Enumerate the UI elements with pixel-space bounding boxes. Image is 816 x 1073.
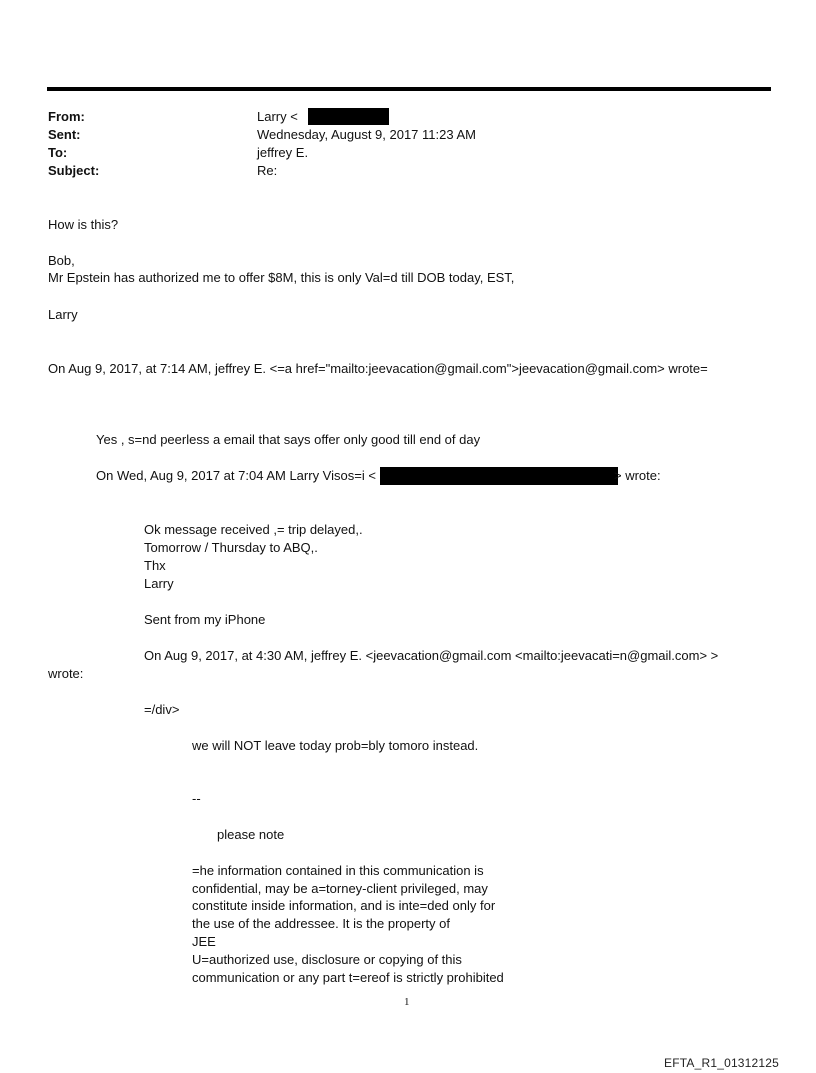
quote2-on-aug-line: On Aug 9, 2017, at 4:30 AM, jeffrey E. <jeevacation@gmail.com <mailto:jeevacati=n@gmail.com> > [144, 648, 719, 663]
quote2-div-line: =/div> [144, 702, 180, 717]
quote1-header: On Aug 9, 2017, at 7:14 AM, jeffrey E. <=a href="mailto:jeevacation@gmail.com">jeevacation@gmail.com> wrote= [48, 361, 708, 376]
quote2-tomorrow-line: Tomorrow / Thursday to ABQ,. [144, 540, 318, 555]
to-label: To: [48, 145, 68, 160]
to-value: jeffrey E. [257, 145, 309, 160]
disclaimer-line: communication or any part t=ereof is strictly prohibited [192, 970, 504, 985]
quote2-thx-line: Thx [144, 558, 166, 573]
subject-label: Subject: [48, 163, 100, 178]
quote2-wrote-line: wrote: [48, 666, 84, 681]
quote1-on-wed-end: > wrote: [614, 468, 661, 483]
quote1-on-wed-line: On Wed, Aug 9, 2017 at 7:04 AM Larry Visos=i < [96, 468, 376, 483]
header-rule [47, 87, 771, 91]
subject-value: Re: [257, 163, 278, 178]
body-line-bob: Bob, [48, 253, 75, 268]
from-label: From: [48, 109, 85, 124]
footer-document-id: EFTA_R1_01312125 [664, 1056, 780, 1070]
from-value: Larry < [257, 109, 298, 124]
quote3-dash-line: -- [192, 791, 201, 806]
quote3-leave-line: we will NOT leave today prob=bly tomoro instead. [192, 738, 479, 753]
redaction-larry-email [380, 467, 618, 485]
page-number: 1 [404, 996, 410, 1008]
disclaimer-line: =he information contained in this communication is [192, 863, 484, 878]
redaction-from-email [308, 108, 389, 125]
disclaimer-line: the use of the addressee. It is the property of [192, 916, 450, 931]
disclaimer-line: U=authorized use, disclosure or copying of this [192, 952, 462, 967]
quote3-note-line: please note [217, 827, 285, 842]
sent-label: Sent: [48, 127, 81, 142]
sent-value: Wednesday, August 9, 2017 11:23 AM [257, 127, 476, 142]
disclaimer-line: constitute inside information, and is inte=ded only for [192, 898, 496, 913]
quote2-larry-line: Larry [144, 576, 174, 591]
body-line-how: How is this? [48, 217, 119, 232]
disclaimer-line: JEE [192, 934, 216, 949]
body-line-larry: Larry [48, 307, 78, 322]
body-line-offer: Mr Epstein has authorized me to offer $8M, this is only Val=d till DOB today, EST, [48, 270, 515, 285]
disclaimer-line: confidential, may be a=torney-client privileged, may [192, 881, 488, 896]
quote2-sent-line: Sent from my iPhone [144, 612, 266, 627]
quote1-yes-line: Yes , s=nd peerless a email that says offer only good till end of day [96, 432, 481, 447]
quote2-ok-line: Ok message received ,= trip delayed,. [144, 522, 363, 537]
